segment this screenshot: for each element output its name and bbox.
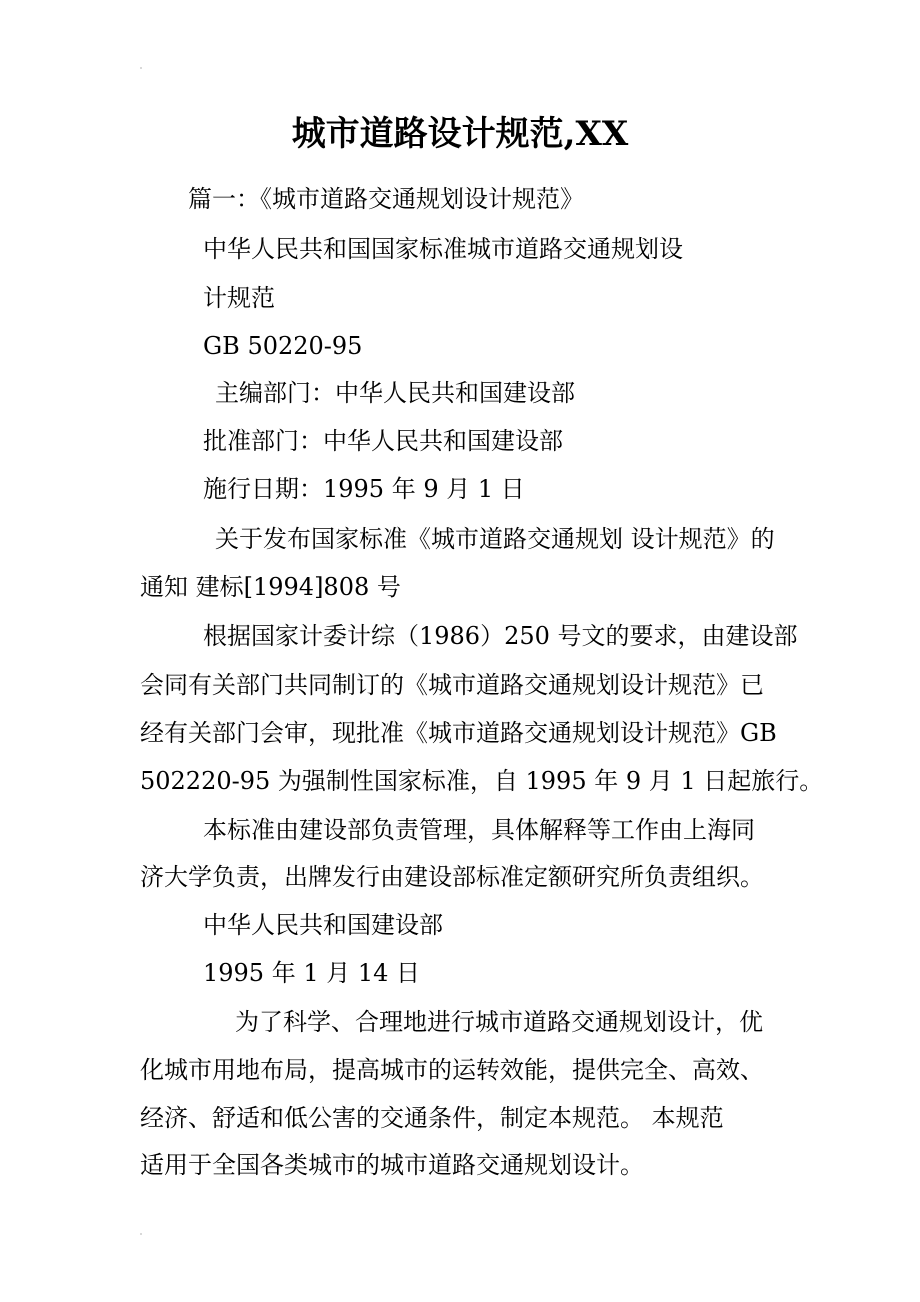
corner-mark-top [140, 67, 142, 69]
approval-department: 批准部门：中华人民共和国建设部 [203, 427, 563, 455]
paragraph-3-line-2: 化城市用地布局，提高城市的运转效能，提供完全、高效、 [140, 1056, 764, 1084]
paragraph-1-line-3: 经有关部门会审，现批准《城市道路交通规划设计规范》GB [140, 719, 777, 747]
editor-department: 主编部门：中华人民共和国建设部 [215, 379, 575, 407]
notice-title-line-2: 通知 建标[1994]808 号 [140, 573, 401, 601]
standard-title-line-1: 中华人民共和国国家标准城市道路交通规划设 [203, 235, 683, 263]
notice-title-line-1: 关于发布国家标准《城市道路交通规划 设计规范》的 [215, 525, 775, 553]
effective-date: 施行日期：1995 年 9 月 1 日 [203, 475, 525, 503]
standard-title-line-2: 计规范 [203, 284, 275, 312]
signature-date: 1995 年 1 月 14 日 [203, 959, 421, 987]
paragraph-1-line-2: 会同有关部门共同制订的《城市道路交通规划设计规范》已 [140, 671, 764, 699]
paragraph-2-line-2: 济大学负责，出牌发行由建设部标准定额研究所负责组织。 [140, 863, 764, 891]
paragraph-1-line-1: 根据国家计委计综（1986）250 号文的要求，由建设部 [203, 622, 798, 650]
paragraph-1-line-4: 502220-95 为强制性国家标准，自 1995 年 9 月 1 日起旅行。 [140, 767, 824, 795]
document-title: 城市道路设计规范,XX [291, 114, 629, 154]
section-heading: 篇一：《城市道路交通规划设计规范》 [188, 185, 584, 213]
paragraph-3-line-3: 经济、舒适和低公害的交通条件，制定本规范。 本规范 [140, 1104, 724, 1132]
signature-organization: 中华人民共和国建设部 [203, 911, 443, 939]
paragraph-2-line-1: 本标准由建设部负责管理，具体解释等工作由上海同 [203, 816, 755, 844]
corner-mark-bottom [140, 1233, 142, 1235]
paragraph-3-line-1: 为了科学、合理地进行城市道路交通规划设计，优 [235, 1008, 763, 1036]
paragraph-3-line-4: 适用于全国各类城市的城市道路交通规划设计。 [140, 1151, 644, 1179]
standard-code: GB 50220-95 [203, 332, 363, 360]
